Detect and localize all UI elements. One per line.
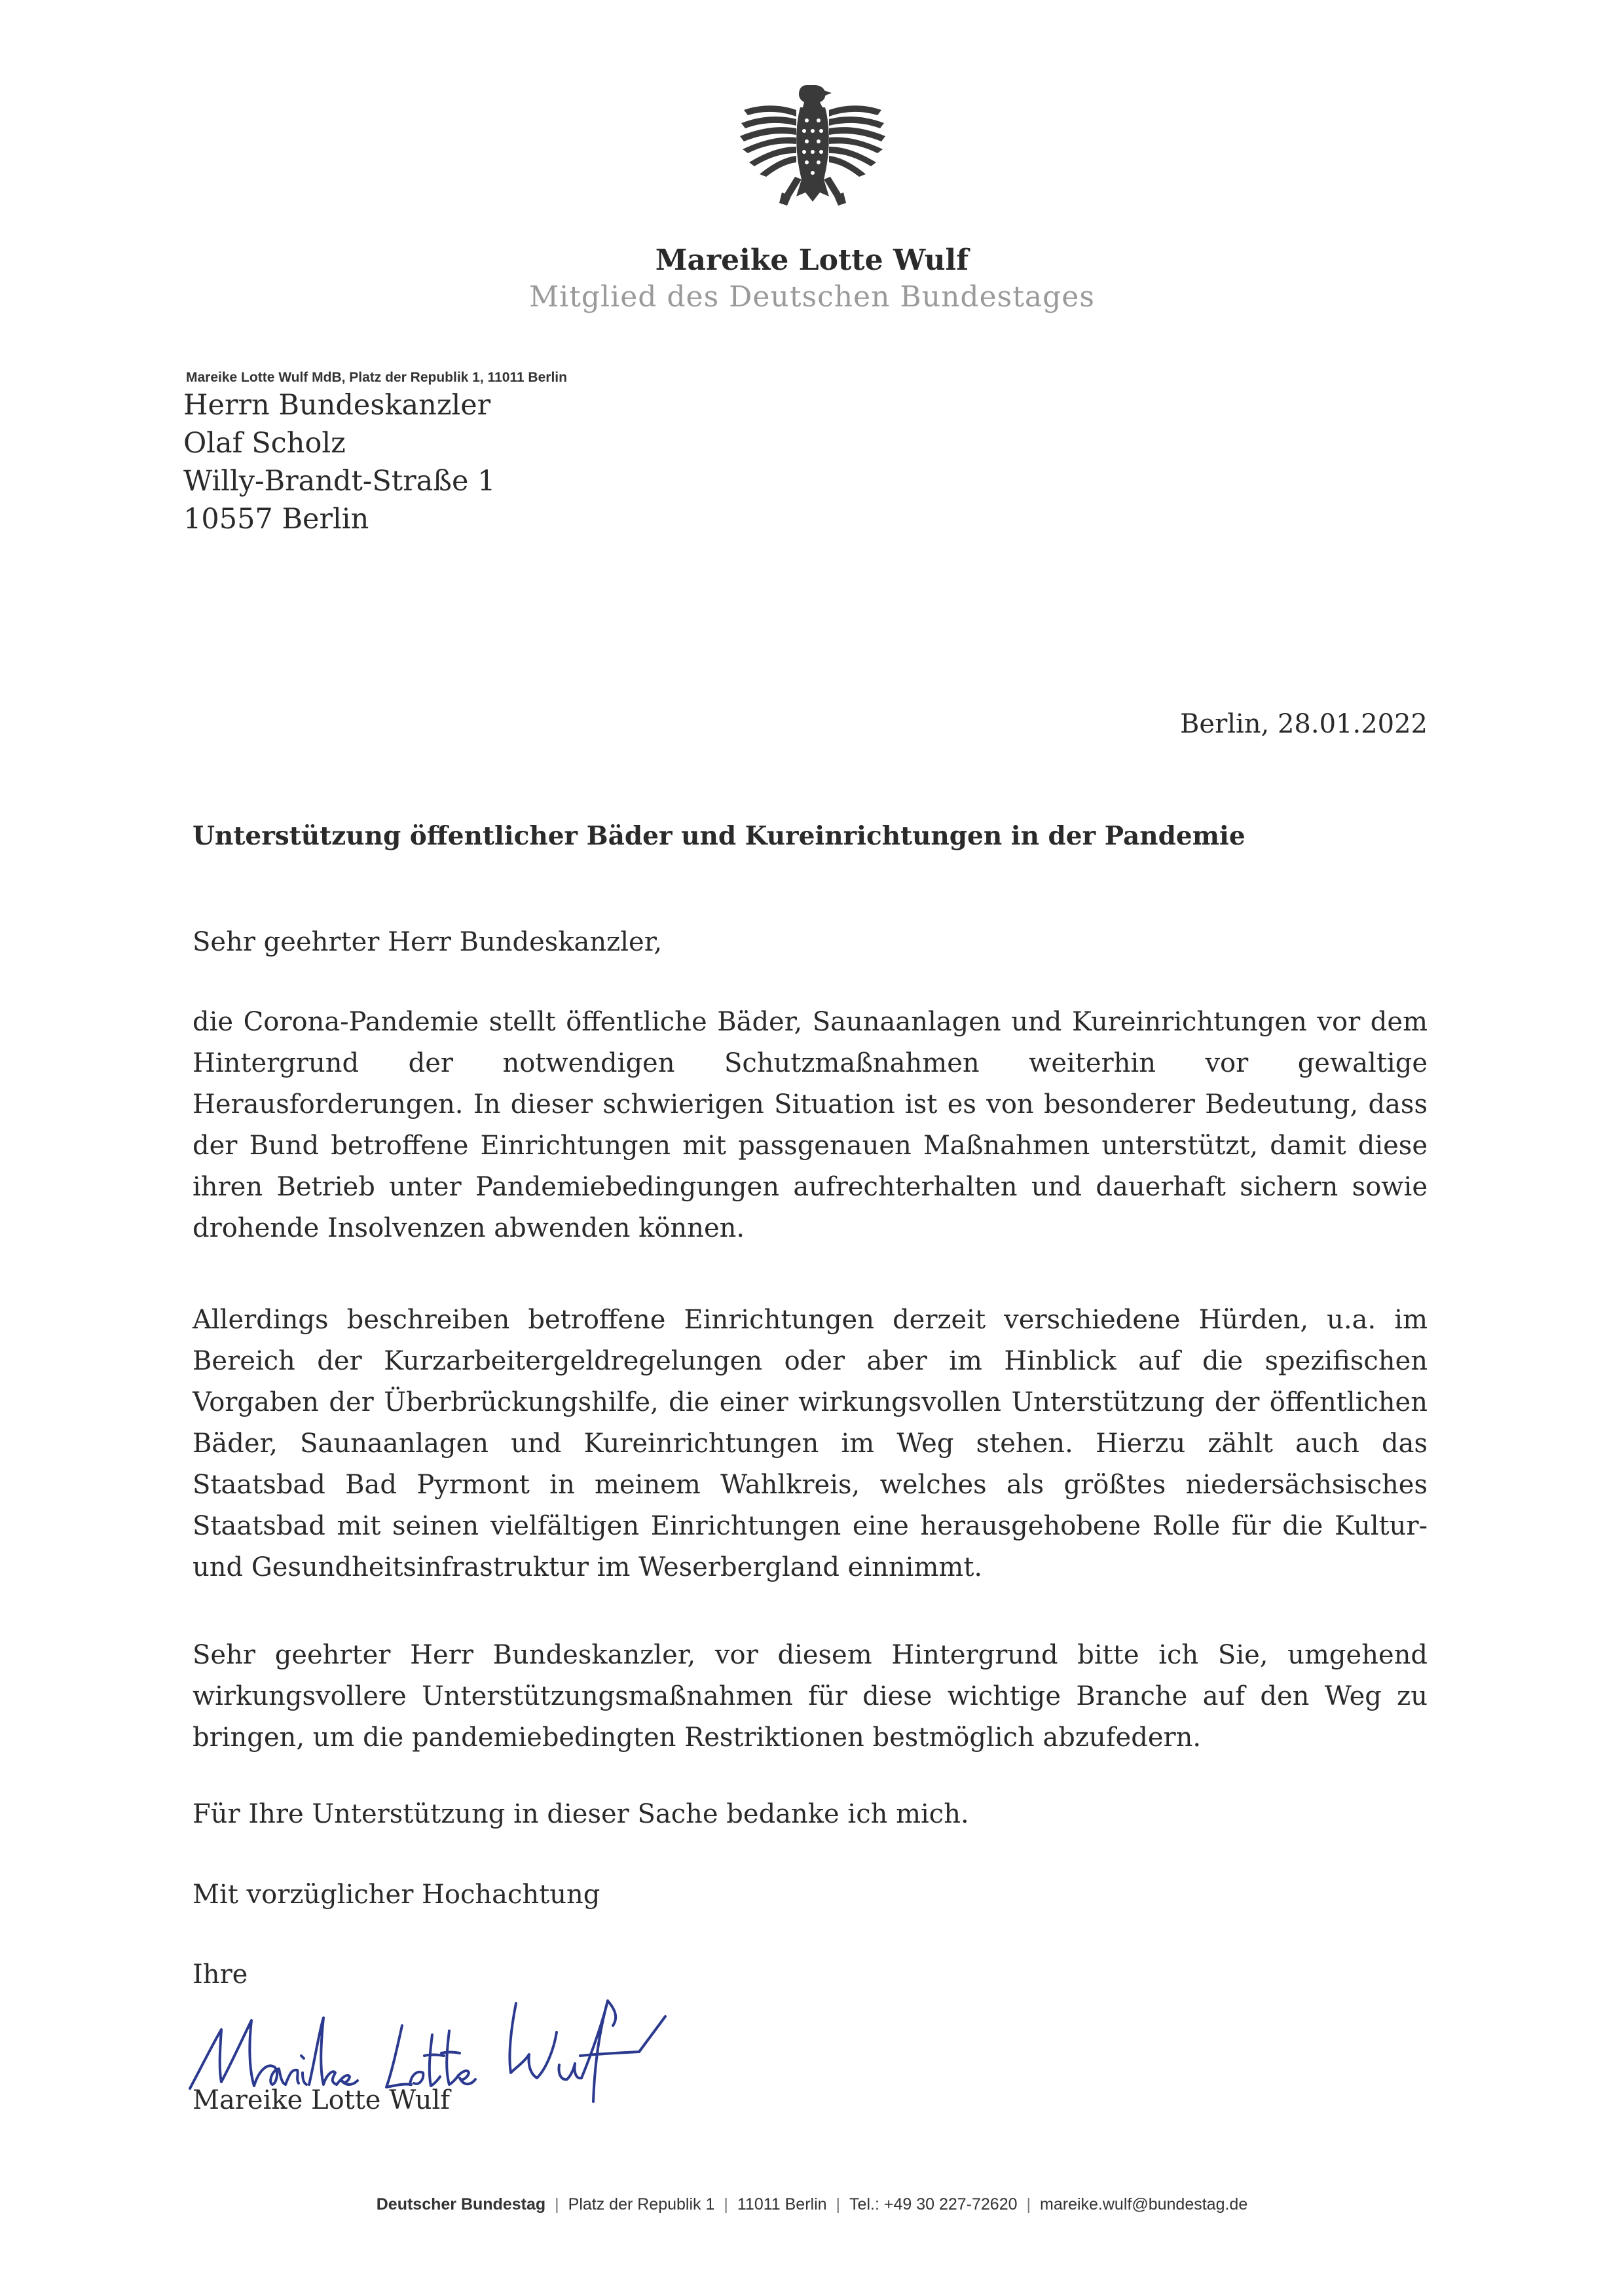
bundestag-eagle-icon <box>736 81 889 212</box>
closing-phrase: Mit vorzüglicher Hochachtung <box>193 1880 600 1910</box>
signed-name: Mareike Lotte Wulf <box>193 2085 451 2115</box>
letterhead-name: Mareike Lotte Wulf <box>655 244 969 277</box>
return-address: Mareike Lotte Wulf MdB, Platz der Republik 1, 11011 Berlin <box>186 370 567 385</box>
footer-separator: | <box>724 2195 728 2214</box>
letter-date: Berlin, 28.01.2022 <box>1180 709 1428 739</box>
footer-phone: Tel.: +49 30 227-72620 <box>849 2195 1018 2214</box>
letter-footer <box>0 2195 1624 2214</box>
footer-separator: | <box>555 2195 559 2214</box>
salutation: Sehr geehrter Herr Bundeskanzler, <box>193 927 663 957</box>
letter-subject: Unterstützung öffentlicher Bäder und Kureinrichtungen in der Pandemie <box>193 821 1246 851</box>
body-paragraph: die Corona-Pandemie stellt öffentliche Bäder, Saunaanlagen und Kureinrichtungen vor dem Hintergrund der notwendigen Schutzmaßnahmen weiterhin vor gewaltige Herausforderungen. In dieser schwierigen Situation ist es von besonderer Bedeutung, dass der Bund betroffene Einrichtungen mit passgenauen Maßnahmen unterstützt, damit diese ihren Betrieb unter Pandemiebedingungen aufrechterhalten und dauerhaft sichern sowie drohende Insolvenzen abwenden können. <box>193 1007 1428 1243</box>
closing-ihre: Ihre <box>193 1959 248 1990</box>
footer-address: Platz der Republik 1 <box>568 2195 715 2214</box>
letterhead-subtitle: Mitglied des Deutschen Bundestages <box>529 280 1095 314</box>
body-paragraph: Sehr geehrter Herr Bundeskanzler, vor diesem Hintergrund bitte ich Sie, umgehend wirkungsvollere Unterstützungsmaßnahmen für diese wichtige Branche auf den Weg zu bringen, um die pandemiebedingten Restriktionen bestmöglich abzufedern. <box>193 1640 1428 1753</box>
footer-separator: | <box>1026 2195 1031 2214</box>
recipient-line: Willy-Brandt-Straße 1 <box>183 465 496 498</box>
recipient-line: Herrn Bundeskanzler <box>183 389 491 422</box>
footer-separator: | <box>836 2195 841 2214</box>
body-paragraph: Allerdings beschreiben betroffene Einrichtungen derzeit verschiedene Hürden, u.a. im Bereich der Kurzarbeitergeldregelungen oder aber im Hinblick auf die spezifischen Vorgaben der Überbrückungshilfe, die einer wirkungsvollen Unterstützung der öffentlichen Bäder, Saunaanlagen und Kureinrichtungen im Weg stehen. Hierzu zählt auch das Staatsbad Bad Pyrmont in meinem Wahlkreis, welches als größtes niedersächsisches Staatsbad mit seinen vielfältigen Einrichtungen eine herausgehobene Rolle für die Kultur- und Gesundheitsinfrastruktur im Weserbergland einnimmt. <box>193 1305 1428 1582</box>
footer-org: Deutscher Bundestag <box>376 2195 546 2214</box>
body-paragraph: Für Ihre Unterstützung in dieser Sache bedanke ich mich. <box>193 1799 969 1829</box>
footer-email[interactable]: mareike.wulf@bundestag.de <box>1040 2195 1248 2214</box>
recipient-line: Olaf Scholz <box>183 427 346 460</box>
recipient-address <box>183 386 495 538</box>
footer-city: 11011 Berlin <box>737 2195 827 2214</box>
recipient-line: 10557 Berlin <box>183 503 369 536</box>
